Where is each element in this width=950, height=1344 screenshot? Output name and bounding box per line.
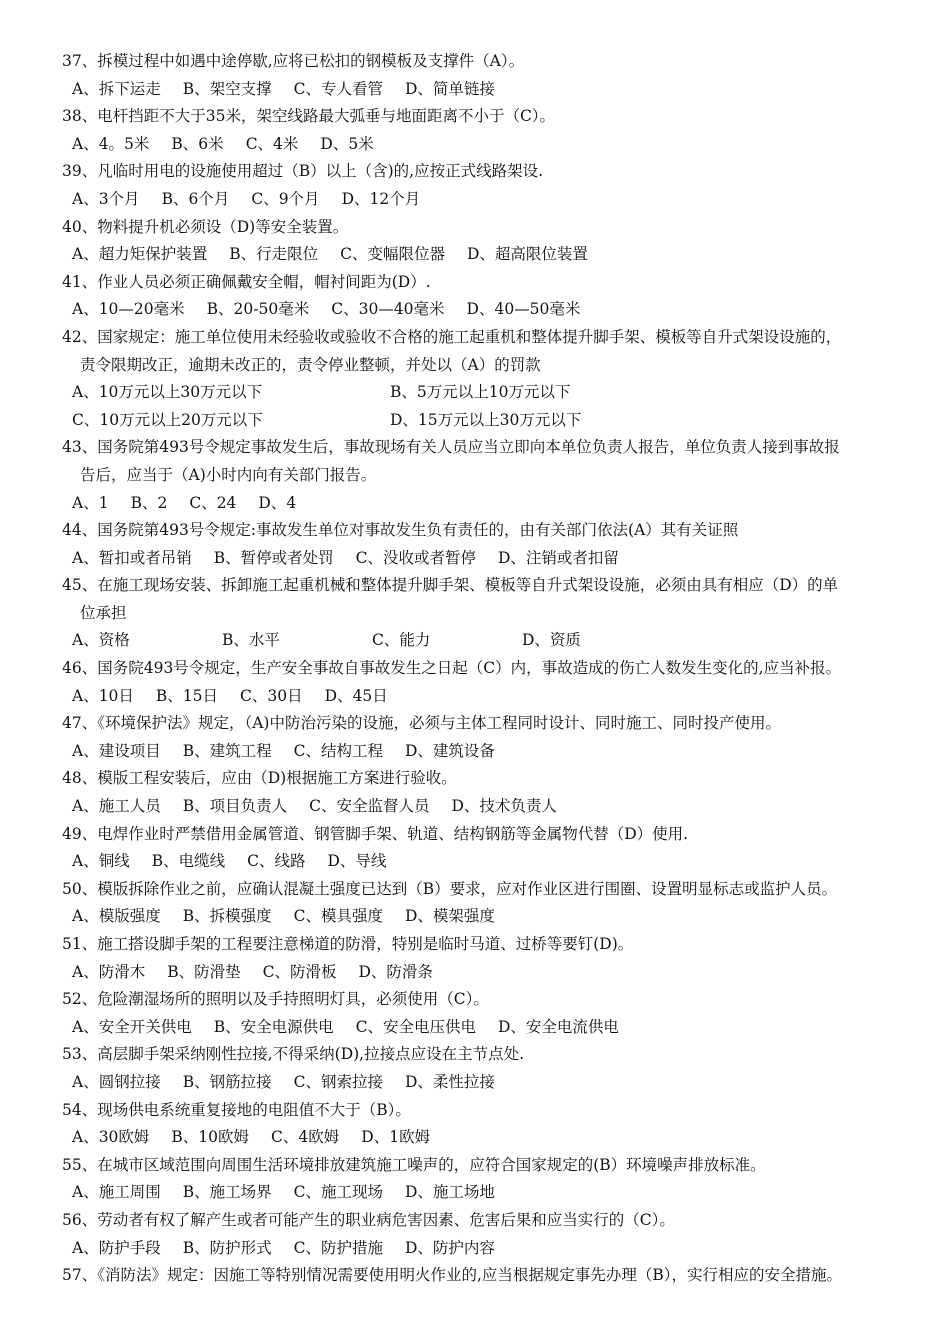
answer-option: A、拆下运走	[72, 79, 161, 98]
answer-option: C、能力	[372, 631, 431, 650]
option-row	[62, 407, 918, 435]
answer-option: C、防滑板	[262, 962, 337, 981]
answer-option: C、30日	[240, 686, 303, 705]
answer-option: B、建筑工程	[182, 741, 272, 760]
question-text: 48、模版工程安装后，应由（D)根据施工方案进行验收。	[62, 769, 457, 788]
answer-option: A、建设项目	[72, 741, 161, 760]
option-row	[62, 1235, 918, 1263]
answer-option: A、防护手段	[72, 1238, 161, 1257]
answer-option: C、安全电压供电	[355, 1017, 476, 1036]
answer-option: A、3个月	[72, 189, 140, 208]
answer-option: C、专人看管	[293, 79, 383, 98]
question-text: 41、作业人员必须正确佩戴安全帽，帽衬间距为(D）.	[62, 272, 431, 291]
answer-option: D、注销或者扣留	[497, 548, 619, 567]
answer-option: D、防护内容	[404, 1238, 495, 1257]
answer-option: C、线路	[247, 852, 306, 871]
answer-option: B、架空支撑	[182, 79, 272, 98]
answer-option: B、拆模强度	[182, 907, 272, 926]
answer-option: A、防滑木	[72, 962, 146, 981]
answer-option: D、安全电流供电	[497, 1017, 619, 1036]
question-text: 43、国务院第493号令规定事故发生后，事故现场有关人员应当立即向本单位负责人报告，单位负责人接到事故报	[62, 438, 840, 457]
answer-option: D、技术负责人	[451, 797, 557, 816]
question-text: 56、劳动者有权了解产生或者可能产生的职业病危害因素、危害后果和应当实行的（C）。	[62, 1210, 675, 1229]
answer-option: A、模版强度	[72, 907, 161, 926]
question-text: 52、危险潮湿场所的照明以及手持照明灯具，必须使用（C）。	[62, 990, 489, 1009]
question-text: 57、《消防法》规定：因施工等特别情况需要使用明火作业的,应当根据规定事先办理（B），实行相应的安全措施。	[62, 1266, 843, 1285]
answer-option: B、防护形式	[182, 1238, 272, 1257]
option-row	[62, 1179, 918, 1207]
answer-option: D、45日	[324, 686, 388, 705]
answer-option: B、施工场界	[182, 1183, 272, 1202]
answer-option: A、施工人员	[72, 797, 161, 816]
answer-option: B、水平	[222, 631, 280, 650]
answer-option: C、变幅限位器	[340, 245, 445, 264]
answer-option: A、10—20毫米	[72, 300, 185, 319]
option-row	[62, 131, 918, 159]
answer-option: C、模具强度	[293, 907, 383, 926]
answer-option: D、防滑条	[358, 962, 433, 981]
answer-option: C、30—40毫米	[331, 300, 445, 319]
option-row	[62, 683, 918, 711]
answer-option: B、电缆线	[151, 852, 226, 871]
answer-option: D、1欧姆	[361, 1128, 431, 1147]
question-text: 40、物料提升机必须设（D)等安全装置。	[62, 217, 349, 236]
answer-option: A、超力矩保护装置	[72, 245, 208, 264]
option-row	[62, 296, 918, 324]
answer-option: C、没收或者暂停	[355, 548, 476, 567]
option-row	[62, 186, 918, 214]
answer-option: C、10万元以上20万元以下	[72, 410, 263, 429]
answer-option: B、钢筋拉接	[182, 1072, 272, 1091]
question-text: 51、施工搭设脚手架的工程要注意梯道的防滑，特别是临时马道、过桥等要钉(D)。	[62, 935, 634, 953]
option-row	[62, 793, 918, 821]
question-text: 44、国务院第493号令规定:事故发生单位对事故发生负有责任的，由有关部门依法(A）其有关证照	[62, 521, 739, 540]
option-row	[62, 903, 918, 931]
question-text: 45、在施工现场安装、拆卸施工起重机械和整体提升脚手架、模板等自升式架设设施，必须由具有相应（D）的单	[62, 576, 839, 595]
answer-option: D、模架强度	[404, 907, 495, 926]
question-text-continued: 责令限期改正，逾期未改正的，责令停业整顿，并处以（A）的罚款	[80, 355, 541, 374]
answer-option: A、1	[72, 493, 109, 512]
answer-option: D、资质	[522, 631, 581, 650]
answer-option: B、安全电源供电	[213, 1017, 334, 1036]
answer-option: D、简单链接	[404, 79, 495, 98]
question-text: 38、电杆挡距不大于35米，架空线路最大弧垂与地面距离不小于（C）。	[62, 107, 556, 126]
option-row	[62, 1069, 918, 1097]
question-text: 42、国家规定：施工单位使用未经验收或验收不合格的施工起重机和整体提升脚手架、模板等自升式架设设施的，	[62, 327, 842, 346]
question-text: 53、高层脚手架采纳刚性拉接,不得采纳(D),拉接点应设在主节点处.	[62, 1045, 525, 1064]
answer-option: B、10欧姆	[171, 1128, 250, 1147]
question-text: 49、电焊作业时严禁借用金属管道、钢管脚手架、轨道、结构钢筋等金属物代替（D）使用.	[62, 824, 689, 843]
answer-option: D、导线	[327, 852, 387, 871]
answer-option: D、4	[258, 493, 297, 512]
answer-option: C、钢索拉接	[293, 1072, 383, 1091]
answer-option: B、暂停或者处罚	[213, 548, 334, 567]
answer-option: B、20-50毫米	[206, 300, 310, 319]
question-text-continued: 告后，应当于（A)小时内向有关部门报告。	[80, 465, 377, 484]
answer-option: A、30欧姆	[72, 1128, 150, 1147]
answer-option: A、10日	[72, 686, 134, 705]
answer-option: B、6米	[171, 134, 224, 153]
answer-option: D、5米	[320, 134, 374, 153]
option-row	[62, 738, 918, 766]
answer-option: B、6个月	[161, 189, 230, 208]
question-text: 47、《环境保护法》规定，（A)中防治污染的设施，必须与主体工程同时设计、同时施工、同时投产使用。	[62, 714, 781, 733]
question-text: 50、模版拆除作业之前，应确认混凝土强度已达到（B）要求，应对作业区进行围圈、设置明显标志或监护人员。	[62, 879, 838, 898]
question-text: 54、现场供电系统重复接地的电阻值不大于（B）。	[62, 1100, 411, 1119]
answer-option: D、柔性拉接	[404, 1072, 495, 1091]
option-row	[62, 1014, 918, 1042]
question-text: 37、拆模过程中如遇中途停歇,应将已松扣的钢模板及支撑件（A）。	[62, 52, 525, 70]
answer-option: D、建筑设备	[404, 741, 495, 760]
answer-option: C、4米	[245, 134, 299, 153]
answer-option: D、15万元以上30万元以下	[390, 410, 582, 429]
answer-option: A、10万元以上30万元以下	[72, 383, 263, 402]
answer-option: A、施工周围	[72, 1183, 161, 1202]
answer-option: C、防护措施	[293, 1238, 383, 1257]
option-row	[62, 848, 918, 876]
answer-option: A、4。5米	[72, 134, 150, 153]
answer-option: D、施工场地	[404, 1183, 495, 1202]
answer-option: B、防滑垫	[167, 962, 241, 981]
answer-option: A、铜线	[72, 852, 130, 871]
answer-option: A、暂扣或者吊销	[72, 548, 192, 567]
option-row	[62, 241, 918, 269]
answer-option: D、超高限位装置	[466, 245, 588, 264]
answer-option: B、2	[130, 493, 168, 512]
option-row	[62, 627, 918, 655]
option-row	[62, 76, 918, 104]
answer-option: A、资格	[72, 631, 130, 650]
question-text: 39、凡临时用电的设施使用超过（B）以上（含)的,应按正式线路架设.	[62, 162, 544, 181]
answer-option: B、项目负责人	[182, 797, 288, 816]
answer-option: C、24	[189, 493, 237, 512]
answer-option: C、9个月	[251, 189, 320, 208]
answer-option: C、4欧姆	[271, 1128, 340, 1147]
answer-option: C、结构工程	[293, 741, 383, 760]
answer-option: C、施工现场	[293, 1183, 383, 1202]
question-list	[62, 48, 918, 1290]
answer-option: D、12个月	[341, 189, 421, 208]
option-row	[62, 1124, 918, 1152]
option-row	[62, 379, 918, 407]
answer-option: D、40—50毫米	[466, 300, 581, 319]
option-row	[62, 959, 918, 987]
option-row	[62, 545, 918, 573]
option-row	[62, 490, 918, 518]
answer-option: B、5万元以上10万元以下	[390, 383, 571, 402]
question-text-continued: 位承担	[80, 603, 127, 622]
answer-option: A、安全开关供电	[72, 1017, 192, 1036]
answer-option: B、行走限位	[229, 245, 319, 264]
question-text: 55、在城市区域范围向周围生活环境排放建筑施工噪声的，应符合国家规定的(B）环境噪声排放标准。	[62, 1155, 766, 1174]
answer-option: C、安全监督人员	[309, 797, 430, 816]
answer-option: A、圆钢拉接	[72, 1072, 161, 1091]
answer-option: B、15日	[155, 686, 219, 705]
question-text: 46、国务院493号令规定，生产安全事故自事故发生之日起（C）内，事故造成的伤亡人数发生变化的,应当补报。	[62, 659, 842, 678]
